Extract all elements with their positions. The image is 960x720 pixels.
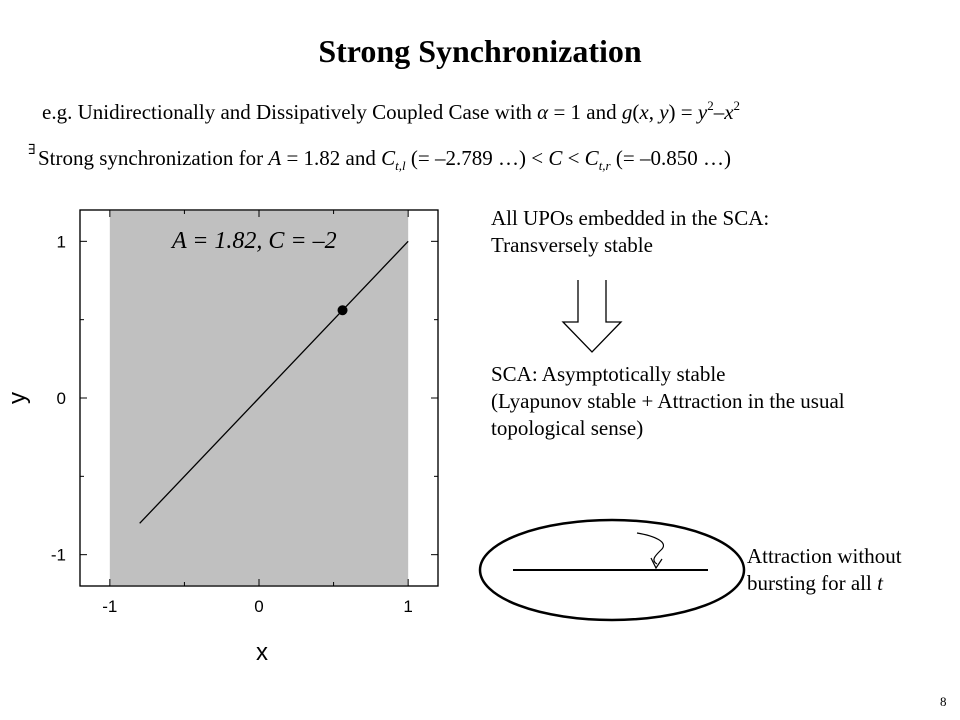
comma: , — [648, 100, 660, 124]
paren-close: ) = — [668, 100, 698, 124]
t-symbol: t — [877, 571, 883, 595]
exponent-x: 2 — [733, 98, 741, 113]
sca-statement — [491, 361, 845, 442]
line2-text-2: = 1.82 and — [281, 146, 382, 170]
y-tick-label: -1 — [50, 545, 66, 565]
exists-symbol: ∃ — [28, 143, 36, 158]
y-tick-labels — [51, 232, 66, 564]
attraction-line-1: Attraction without — [747, 544, 902, 568]
x-tick-label: 0 — [254, 597, 264, 616]
paren-open: ( — [632, 100, 640, 124]
y-squared-base: y — [697, 100, 708, 124]
upo-line-1: All UPOs embedded in the SCA: — [491, 206, 770, 230]
line2-text-4: < — [562, 146, 585, 170]
page-number: 8 — [940, 694, 947, 709]
minus-sign: – — [713, 100, 725, 124]
attraction-curve-arrow — [637, 533, 663, 564]
x-tick-label: -1 — [102, 597, 118, 616]
y-tick-label: 0 — [56, 389, 66, 408]
line2-text-5: (= –0.850 …) — [610, 146, 731, 170]
x-tick-labels — [102, 597, 413, 616]
alpha-equals: = 1 and — [548, 100, 622, 124]
exponent-y: 2 — [707, 98, 714, 113]
g-symbol: g — [621, 100, 633, 124]
attraction-line-2 — [747, 570, 902, 597]
alpha-symbol: α — [537, 100, 549, 124]
x-symbol: x — [639, 100, 649, 124]
C-symbol-3: C — [584, 146, 599, 170]
C-symbol-1: C — [381, 146, 396, 170]
x-axis-label: x — [256, 639, 268, 666]
upo-line-2: Transversely stable — [491, 233, 653, 257]
x-squared-base: x — [724, 100, 734, 124]
sca-line-3: topological sense) — [491, 416, 644, 440]
marker-point — [338, 305, 348, 315]
y-tick-label: 1 — [56, 232, 66, 252]
attraction-statement — [747, 543, 902, 597]
x-tick-label: 1 — [403, 597, 413, 616]
line1-prefix: e.g. Unidirectionally and Dissipatively Coupled Case with — [42, 100, 538, 124]
sca-line-2: (Lyapunov stable + Attraction in the usual — [491, 389, 845, 413]
subscript-tr: t,r — [598, 158, 611, 173]
A-symbol: A — [268, 146, 282, 170]
slide-title: Strong Synchronization — [318, 33, 642, 69]
plot-annotation: A = 1.82, C = –2 — [172, 228, 337, 254]
sca-line-1: SCA: Asymptotically stable — [491, 362, 726, 386]
upo-statement — [491, 205, 769, 259]
line2-text-3: (= –2.789 …) < — [405, 146, 549, 170]
line2-text-1: Strong synchronization for — [38, 146, 269, 170]
y-axis-label: y — [4, 392, 31, 404]
C-symbol-2: C — [548, 146, 563, 170]
down-arrow-icon — [563, 280, 621, 352]
y-symbol: y — [659, 100, 669, 124]
attraction-line-2-text: bursting for all — [747, 571, 878, 595]
subscript-tl: t,l — [395, 158, 406, 173]
